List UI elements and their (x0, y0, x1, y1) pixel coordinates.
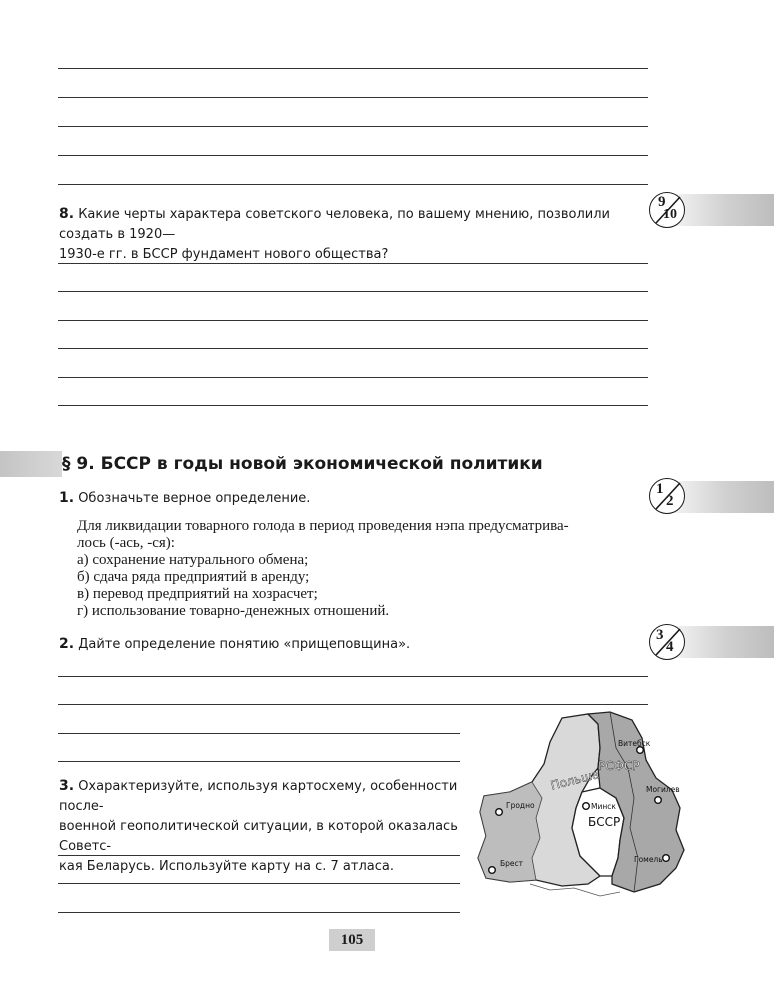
page-number: 105 (329, 929, 375, 951)
difficulty-badge (649, 478, 685, 514)
question-text: военной геополитической ситуации, в которой оказалась Советс- (59, 819, 458, 854)
answer-line[interactable] (58, 68, 648, 69)
answer-line[interactable] (58, 676, 648, 677)
difficulty-denominator: 2 (666, 493, 674, 509)
question-number: 8. (59, 206, 75, 222)
answer-option[interactable]: в) перевод предприятий на хозрасчет; (77, 586, 318, 602)
question-3 (59, 776, 464, 877)
answer-line[interactable] (58, 912, 460, 913)
stem-line: Для ликвидации товарного голода в период проведения нэпа предусматрива- (77, 518, 569, 534)
question-2 (59, 634, 410, 655)
answer-line[interactable] (58, 155, 648, 156)
question-1 (59, 488, 310, 509)
city-label: Гродно (506, 801, 535, 810)
question-stem (77, 518, 569, 620)
answer-option[interactable]: а) сохранение натурального обмена; (77, 552, 309, 568)
difficulty-numerator: 3 (656, 627, 664, 643)
question-text: Дайте определение понятию «прищеповщина». (78, 637, 411, 652)
question-number: 2. (59, 636, 75, 652)
city-marker-icon (489, 867, 496, 874)
question-8 (59, 204, 649, 265)
answer-line[interactable] (58, 761, 460, 762)
section-title: § 9. БССР в годы новой экономической политики (62, 454, 543, 474)
question-text: 1930-е гг. в БССР фундамент нового общества? (59, 247, 389, 262)
answer-line[interactable] (58, 263, 648, 264)
answer-line[interactable] (58, 733, 460, 734)
city-marker-icon (663, 855, 670, 862)
question-text: кая Беларусь. Используйте карту на с. 7 атласа. (59, 859, 394, 874)
belarus-map (470, 708, 702, 908)
difficulty-numerator: 1 (656, 481, 664, 497)
answer-line[interactable] (58, 883, 460, 884)
question-text: Какие черты характера советского человека, по вашему мнению, позволили создать в 1920— (59, 207, 610, 242)
difficulty-badge (649, 192, 685, 228)
answer-option[interactable]: г) использование товарно-денежных отношений. (77, 603, 390, 619)
answer-line[interactable] (58, 405, 648, 406)
answer-line[interactable] (58, 855, 460, 856)
region-label: РСФСР (598, 759, 640, 773)
answer-line[interactable] (58, 126, 648, 127)
difficulty-denominator: 10 (663, 207, 677, 222)
city-label: Минск (591, 802, 616, 811)
answer-option[interactable]: б) сдача ряда предприятий в аренду; (77, 569, 310, 585)
answer-line[interactable] (58, 704, 648, 705)
city-marker-icon (496, 809, 503, 816)
section-band (0, 451, 62, 477)
question-text: Обозначьте верное определение. (78, 491, 311, 506)
stem-line: лось (-ась, -ся): (77, 535, 175, 551)
city-label: Могилев (646, 785, 680, 794)
answer-line[interactable] (58, 291, 648, 292)
difficulty-badge (649, 624, 685, 660)
city-label: Гомель (634, 855, 663, 864)
region-label: БССР (588, 815, 621, 829)
region-label: Польша (549, 767, 601, 793)
answer-line[interactable] (58, 97, 648, 98)
answer-line[interactable] (58, 377, 648, 378)
city-label: Витебск (618, 739, 651, 748)
difficulty-denominator: 4 (666, 639, 674, 655)
question-number: 1. (59, 490, 75, 506)
city-marker-icon (655, 797, 662, 804)
city-label: Брест (500, 859, 524, 868)
city-marker-icon (583, 803, 590, 810)
difficulty-numerator: 9 (658, 194, 666, 210)
answer-line[interactable] (58, 184, 648, 185)
answer-line[interactable] (58, 320, 648, 321)
question-number: 3. (59, 778, 75, 794)
answer-line[interactable] (58, 348, 648, 349)
question-text: Охарактеризуйте, используя картосхему, особенности после- (59, 779, 458, 814)
